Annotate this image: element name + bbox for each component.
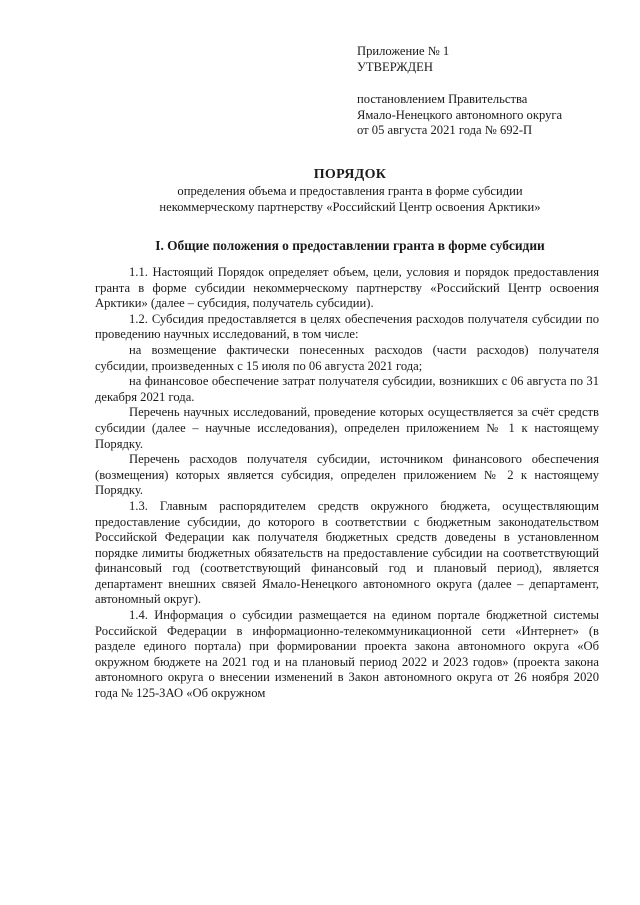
government-line: Ямало-Ненецкого автономного округа xyxy=(357,107,563,122)
title-main: ПОРЯДОК xyxy=(313,167,387,182)
document-title xyxy=(90,166,610,215)
paragraph-reimbursement: на возмещение фактически понесенных расходов (части расходов) получателя субсидии, произведенных с 15 июля по 06 августа 2021 года; xyxy=(95,342,599,373)
approval-stamp xyxy=(357,44,627,139)
approved-label: УТВЕРЖДЕН xyxy=(357,59,433,74)
paragraph-1-2: 1.2. Субсидия предоставляется в целях обеспечения расходов получателя субсидии по проведению научных исследований, в том числе: xyxy=(95,311,599,342)
paragraph-1-3: 1.3. Главным распорядителем средств окружного бюджета, осуществляющим предоставление субсидии, до которого в соответствии с бюджетным законодательством Российской Федерации как получателя бюджетных средств доведены в установленном порядке лимиты бюджетных обязательств на предоставление субсидии на соответствующий финансовый год (соответствующий финансовый год и плановый период), является департамент внешних связей Ямало-Ненецкого автономного округа (далее – департамент, автономный округ). xyxy=(95,498,599,607)
document-body xyxy=(95,265,599,702)
paragraph-expense-list: Перечень расходов получателя субсидии, источником финансового обеспечения (возмещения) которых является субсидия, определен приложением № 2 к настоящему Порядку. xyxy=(95,452,599,498)
section-heading: I. Общие положения о предоставлении гранта в форме субсидии xyxy=(155,238,545,253)
appendix-number: Приложение № 1 xyxy=(357,44,450,58)
resolution-date: от 05 августа 2021 года № 692-П xyxy=(357,123,533,137)
paragraph-1-1: 1.1. Настоящий Порядок определяет объем, цели, условия и порядок предоставления гранта в форме субсидии некоммерческому партнерству «Российский Центр освоения Арктики» (далее – субсидия, получатель субсидии). xyxy=(95,265,599,311)
resolution-line: постановлением Правительства xyxy=(357,92,528,106)
paragraph-1-4: 1.4. Информация о субсидии размещается на едином портале бюджетной системы Российской Федерации в информационно-телекоммуникационной сети «Интернет» (в разделе единого портала) при формировании проекта закона автономного округа «Об окружном бюджете на 2021 год и на плановый период 2022 и 2023 годов» (проекта закона автономного округа о внесении изменений в Закон автономного округа от 26 ноября 2020 года № 125-ЗАО «Об окружном xyxy=(95,608,599,701)
title-subtitle-line-2: некоммерческому партнерству «Российский Центр освоения Арктики» xyxy=(159,200,541,214)
paragraph-financing: на финансовое обеспечение затрат получателя субсидии, возникших с 06 августа по 31 декабря 2021 года. xyxy=(95,374,599,404)
title-subtitle-line-1: определения объема и предоставления гранта в форме субсидии xyxy=(177,184,523,198)
paragraph-research-list: Перечень научных исследований, проведение которых осуществляется за счёт средств субсидии (далее – научные исследования), определен приложением № 1 к настоящему Порядку. xyxy=(95,405,599,451)
